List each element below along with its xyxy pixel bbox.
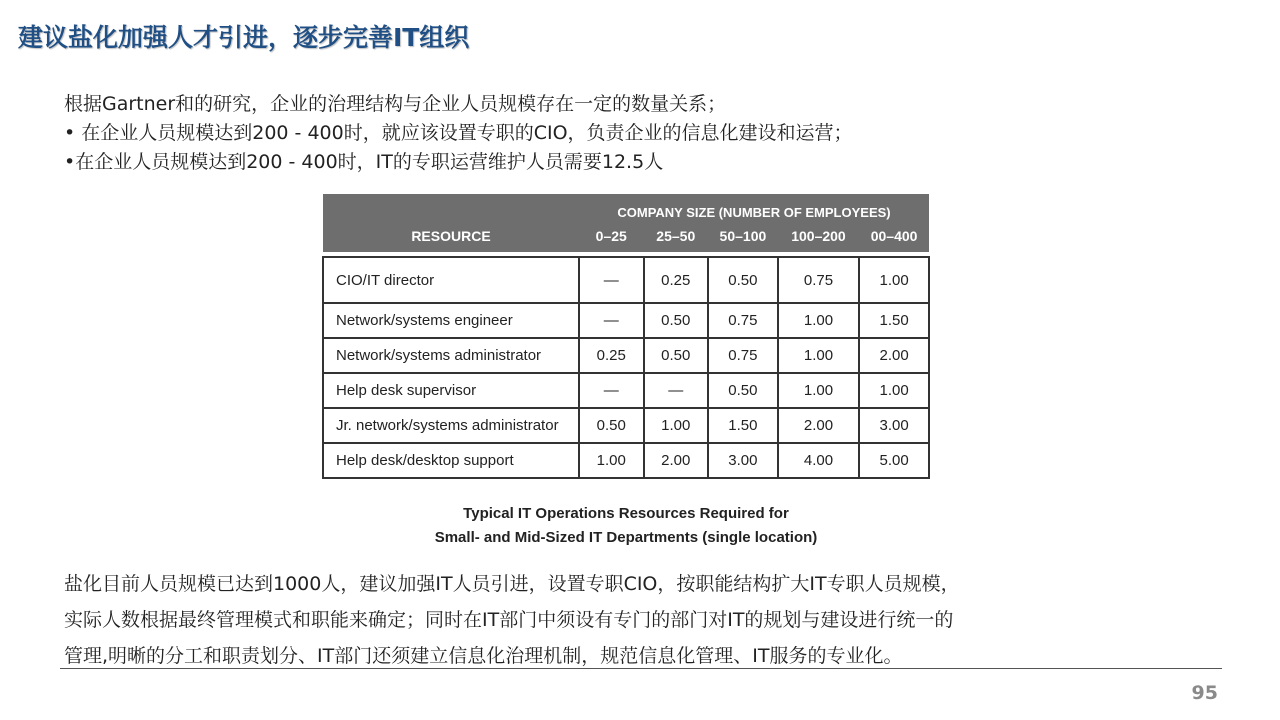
column-header: 00–400: [859, 220, 929, 252]
resource-header: RESOURCE: [323, 220, 579, 252]
intro-line: 根据Gartner和的研究，企业的治理结构与企业人员规模存在一定的数量关系；: [64, 93, 727, 115]
table-cell: 0.75: [778, 257, 859, 303]
table-cell: 1.00: [778, 338, 859, 373]
table-cell: 1.00: [778, 373, 859, 408]
table-row: [323, 338, 929, 373]
recommendation-text: [64, 566, 1254, 674]
column-header: 50–100: [708, 220, 778, 252]
column-header: 0–25: [579, 220, 644, 252]
resource-table: [322, 194, 930, 479]
intro-bullet: •在企业人员规模达到200 - 400时，IT的专职运营维护人员需要12.5人: [64, 151, 664, 173]
company-size-header: COMPANY SIZE (NUMBER OF EMPLOYEES): [579, 194, 929, 220]
table-cell: —: [579, 303, 644, 338]
table-cell: 0.50: [708, 257, 778, 303]
table-row: [323, 303, 929, 338]
table-cell: 1.50: [859, 303, 929, 338]
resource-table-figure: [322, 194, 930, 479]
table-cell: 3.00: [708, 443, 778, 478]
body-line: 盐化目前人员规模已达到1000人，建议加强IT人员引进，设置专职CIO，按职能结构扩大IT专职人员规模，: [64, 573, 960, 595]
table-row: [323, 257, 929, 303]
table-cell: 0.50: [708, 373, 778, 408]
table-cell: 5.00: [859, 443, 929, 478]
footer-divider: [60, 668, 1222, 669]
row-label: Help desk/desktop support: [323, 443, 579, 478]
table-row: [323, 373, 929, 408]
table-cell: 1.00: [778, 303, 859, 338]
column-header: 100–200: [778, 220, 859, 252]
table-cell: 3.00: [859, 408, 929, 443]
table-cell: 0.50: [579, 408, 644, 443]
intro-text: [64, 90, 853, 177]
column-header: 25–50: [644, 220, 709, 252]
table-row: [323, 408, 929, 443]
table-cell: 4.00: [778, 443, 859, 478]
table-cell: 1.50: [708, 408, 778, 443]
table-caption: [322, 502, 930, 550]
caption-line: Small- and Mid-Sized IT Departments (single location): [434, 529, 818, 546]
table-cell: 0.25: [644, 257, 709, 303]
table-cell: 2.00: [859, 338, 929, 373]
table-cell: —: [644, 373, 709, 408]
table-cell: 2.00: [644, 443, 709, 478]
table-cell: 0.25: [579, 338, 644, 373]
body-line: 管理,明晰的分工和职责划分、IT部门还须建立信息化治理机制，规范信息化管理、IT服务的专业化。: [64, 645, 903, 667]
table-cell: 1.00: [579, 443, 644, 478]
page-number: 95: [1191, 682, 1218, 704]
table-cell: 1.00: [859, 373, 929, 408]
table-cell: 0.50: [644, 338, 709, 373]
intro-bullet: • 在企业人员规模达到200 - 400时，就应该设置专职的CIO，负责企业的信息化建设和运营；: [64, 122, 853, 144]
table-row: [323, 443, 929, 478]
table-cell: 0.50: [644, 303, 709, 338]
row-label: Help desk supervisor: [323, 373, 579, 408]
table-cell: 0.75: [708, 338, 778, 373]
table-cell: 1.00: [644, 408, 709, 443]
table-cell: —: [579, 257, 644, 303]
caption-line: Typical IT Operations Resources Required for: [463, 505, 789, 522]
table-cell: 1.00: [859, 257, 929, 303]
row-label: Jr. network/systems administrator: [323, 408, 579, 443]
row-label: Network/systems administrator: [323, 338, 579, 373]
slide-title: 建议盐化加强人才引进，逐步完善IT组织: [18, 23, 470, 52]
table-cell: 0.75: [708, 303, 778, 338]
row-label: Network/systems engineer: [323, 303, 579, 338]
table-cell: 2.00: [778, 408, 859, 443]
table-cell: —: [579, 373, 644, 408]
row-label: CIO/IT director: [323, 257, 579, 303]
body-line: 实际人数根据最终管理模式和职能来确定；同时在IT部门中须设有专门的部门对IT的规划与建设进行统一的: [64, 609, 954, 631]
